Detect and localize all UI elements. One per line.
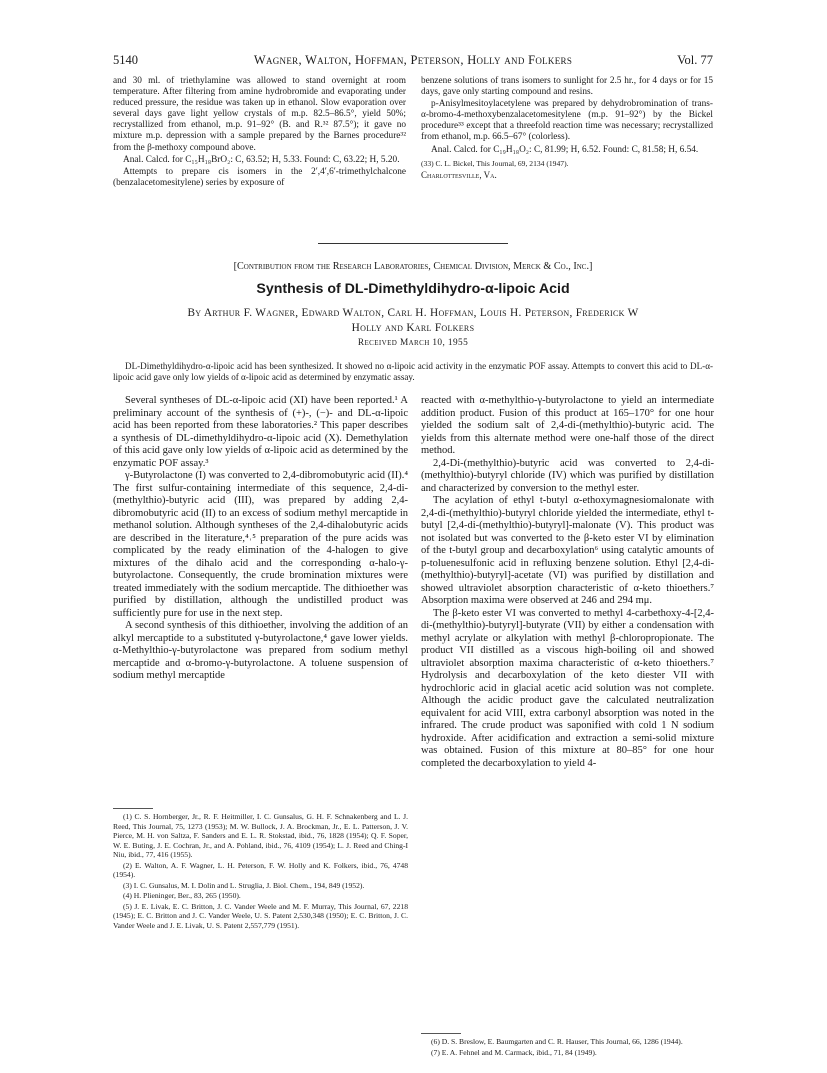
footnote: (7) E. A. Fehnel and M. Carmack, ibid., 71, 84 (1949). <box>431 1047 597 1057</box>
previous-article-right-column <box>421 76 713 181</box>
running-head-authors: Wagner, Walton, Hoffman, Peterson, Holly and Folkers <box>253 53 573 67</box>
body-paragraph: The β-keto ester VI was converted to methyl 4-carbethoxy-4-[2,4-di-(methylthio)-butyryl]-butyrate (VII) by either a condensation with methyl acrylate or alkylation with methyl β-chloropropionate. The product VII distilled as a viscous high-boiling oil and showed ultraviolet absorption maxima characteristic of α-keto thioethers.⁷ Hydrolysis and decarboxylation of the keto diester VII with hydrochloric acid in glacial acetic acid solution was not complete. Although the acidic product gave the calculated neutralization equivalent for acid VIII, extra carbonyl absorption was noted in the infrared. The crude product was saponified with cold 1 N sodium hydroxide. After acidification and extraction a semi-solid mixture was obtained. Fusion of this mixture at 80–85° for one hour completed the decarboxylation to yield 4- <box>421 607 714 769</box>
footnote-rule <box>421 1033 461 1034</box>
prev-place: Charlottesville, Va. <box>421 170 497 181</box>
prev-analysis: Anal. Calcd. for C₁₉H₁₈O₂: C, 81.99; H, 6.52. Found: C, 81.58; H, 6.54. <box>431 144 699 155</box>
received-date: Received March 10, 1955 <box>357 338 469 348</box>
prev-paragraph: benzene solutions of trans isomers to sunlight for 2.5 hr., for 4 days or for 15 days, gave only starting compound and resins. <box>421 76 713 98</box>
prev-paragraph: Attempts to prepare cis isomers in the 2′,4′,6′-trimethylchalcone (benzalacetomesitylene) series by exposure of <box>113 166 406 188</box>
footnotes-left <box>113 808 408 931</box>
body-paragraph: 2,4-Di-(methylthio)-butyric acid was converted to 2,4-di-(methylthio)-butyryl chloride (IV) which was purified by distillation and characterized by conversion to the methyl ester. <box>421 457 714 494</box>
byline-line: Holly and Karl Folkers <box>351 322 475 334</box>
footnote: (6) D. S. Breslow, E. Baumgarten and C. R. Hauser, This Journal, 66, 1286 (1944). <box>431 1037 683 1046</box>
footnote: (3) I. C. Gunsalus, M. I. Dolin and L. Struglia, J. Biol. Chem., 194, 849 (1952). <box>123 880 365 890</box>
article-divider <box>318 243 508 244</box>
footnote: (5) J. E. Livak, E. C. Britton, J. C. Vander Weele and M. F. Murray, This Journal, 67, 2218 (1945); E. C. Britton and J. C. Vander Weele, U. S. Patent 2,530,348 (1950); E. C. Britton, J. C. Vander Weele and J. E. Livak, U. S. Patent 2,557,779 (1951). <box>113 901 408 930</box>
body-paragraph: γ-Butyrolactone (I) was converted to 2,4-dibromobutyric acid (II).⁴ The first sulfur-containing intermediate of this sequence, 2,4-di-(methylthio)-butyric acid (III), was prepared by adding 2,4-dibromobutyric acid (II) to an excess of sodium methyl mercaptide in methanol solution. Although syntheses of the 2,4-dihalobutyric acids are described in the literature,⁴˒⁵ preparation of the pure acids was complicated by the ready elimination of the 4-halogen to give mixtures of the dihalo acid and the corresponding α-halo-γ-butyrolactone. Consequently, the crude bromination mixtures were treated immediately with the sodium mercaptide. The dithioether was purified by distillation, although the undistilled product was sufficiently pure for use in the next step. <box>113 470 408 619</box>
previous-article-left-column <box>113 76 406 190</box>
abstract: DL-Dimethyldihydro-α-lipoic acid has been synthesized. It showed no α-lipoic acid activity in the enzymatic POF assay. Attempts to convert this acid to DL-α-lipoic acid gave only low yields of α-lipoic acid as determined by enzymatic assay. <box>113 361 713 382</box>
prev-paragraph: p-Anisylmesitoylacetylene was prepared by dehydrobromination of trans-α-bromo-4-methoxybenzalacetomesitylene (m.p. 91–92°) by the Bickel procedure³³ except that a threefold reaction time was necessary; recrystallized from ethanol, m.p. 66.5–67° (colorless). <box>421 99 713 143</box>
footnote-rule <box>113 808 153 809</box>
body-paragraph: Several syntheses of DL-α-lipoic acid (XI) have been reported.¹ A preliminary account of the synthesis of (+)-, (−)- and DL-α-lipoic acid has been reported from these laboratories.² This paper describes a synthesis of DL-dimethyldihydro-α-lipoic acid (X). Demethylation of this acid gave only low yields of α-lipoic acid as determined by the enzymatic POF assay.³ <box>113 395 408 469</box>
body-left-column <box>113 395 408 683</box>
volume-label: Vol. 77 <box>677 53 713 67</box>
body-right-column <box>421 395 714 770</box>
byline-line: By Arthur F. Wagner, Edward Walton, Carl H. Hoffman, Louis H. Peterson, Frederick W <box>187 307 639 319</box>
body-paragraph: reacted with α-methylthio-γ-butyrolactone to yield an intermediate addition product. Fusion of this product at 165–170° for one hour yielded the sodium salt of 2,4-di-(methylthio)-butyric acid. The yields from this alternate method were one-half those of the direct method. <box>421 395 714 456</box>
contribution-line: [Contribution from the Research Laboratories, Chemical Division, Merck & Co., Inc.] <box>233 261 593 272</box>
byline <box>113 306 713 336</box>
footnotes-right <box>421 1033 714 1058</box>
running-head <box>113 53 713 69</box>
prev-analysis: Anal. Calcd. for C₁₅H₁₈BrO₂: C, 63.52; H, 5.33. Found: C, 63.22; H, 5.20. <box>123 154 400 165</box>
page-number: 5140 <box>113 53 138 67</box>
body-paragraph: A second synthesis of this dithioether, involving the addition of an alkyl mercaptide to a substituted γ-butyrolactone,⁴ gave lower yields. α-Methylthio-γ-butyrolactone was prepared from sodium methyl mercaptide and α-bromo-γ-butyrolactone. A toluene suspension of sodium methyl mercaptide <box>113 620 408 681</box>
prev-paragraph: and 30 ml. of triethylamine was allowed to stand overnight at room temperature. After filtering from amine hydrobromide and evaporating under reduced pressure, the residue was taken up in ethanol. Slow evaporation over several days gave light yellow crystals of m.p. 82.5–86.5°, yield 50%; recrystallized from ethanol, m.p. 91–92° (B. and R.³² 87.5°); it gave no mixture m.p. depression with a sample prepared by the Barnes procedure³² from the β-methoxy compound above. <box>113 76 406 153</box>
body-paragraph: The acylation of ethyl t-butyl α-ethoxymagnesiomalonate with 2,4-di-(methylthio)-butyryl chloride yielded the intermediate, ethyl t-butyl [2,4-di-(methylthio)-butyryl]-malonate (V). This product was not isolated but was converted to the β-keto ester VI by elimination of the t-butyl group and decarboxylation⁶ using catalytic amounts of p-toluenesulfonic acid in refluxing benzene solution. Ethyl [2,4-di-(methylthio)-butyryl]-acetate (VI) was purified by distillation and showed ultraviolet absorption characteristic of α-keto thioethers.⁷ Absorption maxima were observed at 246 and 294 mμ. <box>421 495 714 606</box>
prev-footnote: (33) C. L. Bickel, This Journal, 69, 2134 (1947). <box>421 158 569 168</box>
footnote: (4) H. Plieninger, Ber., 83, 265 (1950). <box>123 891 241 900</box>
article-title: Synthesis of DL-Dimethyldihydro-α-lipoic Acid <box>256 281 570 297</box>
footnote: (2) E. Walton, A. F. Wagner, L. H. Peterson, F. W. Holly and K. Folkers, ibid., 76, 4748 (1954). <box>113 860 408 879</box>
footnote: (1) C. S. Hornberger, Jr., R. F. Heitmiller, I. C. Gunsalus, G. H. F. Schnakenberg and L. J. Reed, This Journal, 75, 1273 (1953); M. W. Bullock, J. A. Brockman, Jr., E. L. Patterson, J. V. Pierce, M. H. von Saltza, F. Sanders and E. L. R. Stokstad, ibid., 76, 1828 (1954); Q. F. Soper, W. E. Buting, J. E. Cochran, Jr., and A. Pohland, ibid., 76, 4109 (1954); L. J. Reed and Ching-I Niu, ibid., 77, 416 (1955). <box>113 812 408 859</box>
